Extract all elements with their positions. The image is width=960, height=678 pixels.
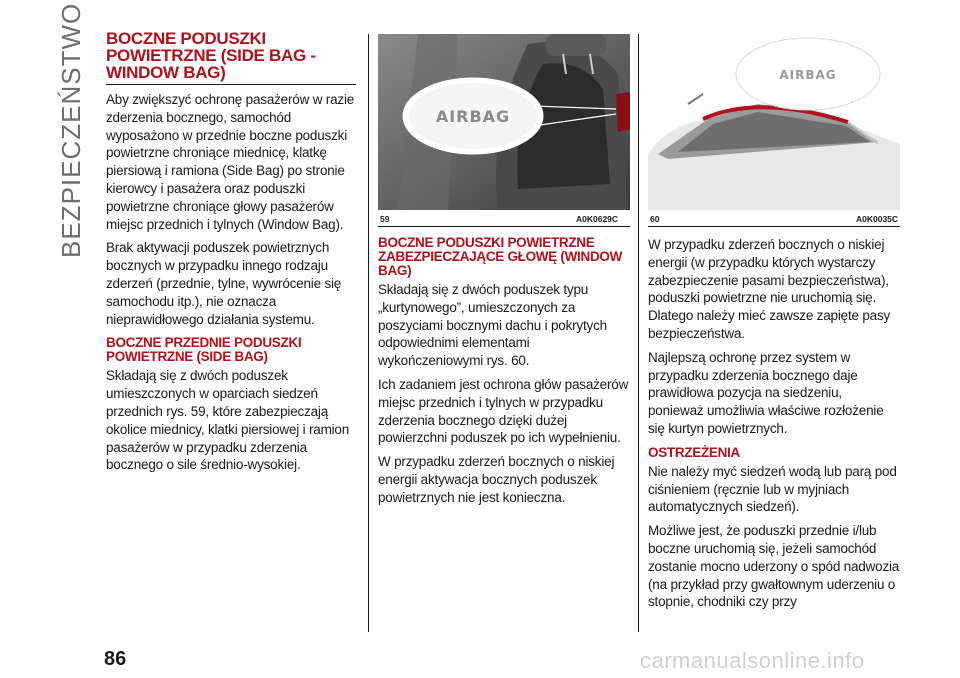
paragraph: W przypadku zderzeń bocznych o niskiej energii (w przypadku których wystarczy zabezpieczenie pasami bezpieczeństwa), poduszki powietrzne nie uruchomią się. Dlatego należy mieć zawsze zapięte pasy bezpieczeństwa. <box>648 237 891 341</box>
section-title: BEZPIECZEŃSTWO <box>56 2 86 258</box>
paragraph: Nie należy myć siedzeń wodą lub parą pod ciśnieniem (ręcznie lub w myjniach automatycznych siedzeń). <box>648 463 897 515</box>
subheading-window-bag: BOCZNE PODUSZKI POWIETRZNE ZABEZPIECZAJĄCE GŁOWĘ (WINDOW BAG) <box>378 235 623 278</box>
seat-illustration <box>378 34 630 210</box>
airbag-label: AIRBAG <box>779 68 837 82</box>
paragraph: Składają się z dwóch poduszek typu „kurtynowego”, umieszczonych za poszyciami bocznymi dachu i pokrytych odpowiednimi elementami wykończeniowymi rys. 60. <box>378 282 607 369</box>
figure-60-curtain-airbag <box>648 34 900 210</box>
airbag-label: AIRBAG <box>435 107 511 126</box>
paragraph: Ich zadaniem jest ochrona głów pasażerów miejsc przednich i tylnych w przypadku zderzenia bocznego dzięki dużej powierzchni poduszek po ich wypełnieniu. <box>378 376 629 446</box>
watermark: carmanualsonline.info <box>640 648 865 673</box>
paragraph: Możliwe jest, że poduszki przednie i/lub boczne uruchomią się, jeżeli samochód zostanie mocno uderzony o spód nadwozia (na przykład przy gwałtownym uderzeniu o stopnie, chodniki czy przy <box>648 523 900 610</box>
figure-59-code: A0K0629C <box>576 214 619 224</box>
column-1 <box>106 30 356 480</box>
warning-heading: OSTRZEŻENIA <box>648 444 740 460</box>
paragraph: Brak aktywacji poduszek powietrznych bocznych w przypadku innego rodzaju zderzeń (przednie, tylne, wywrócenie się samochodu itp.), nie oznacza nieprawidłowego działania systemu. <box>106 240 342 327</box>
column-3 <box>648 236 900 617</box>
main-heading: BOCZNE PODUSZKI POWIETRZNE (SIDE BAG - WINDOW BAG) <box>106 30 356 85</box>
paragraph: Aby zwiększyć ochronę pasażerów w razie zderzenia bocznego, samochód wyposażono w przednie boczne poduszki powietrzne chroniące miednicę, klatkę piersiową i ramiona (Side Bag) po stronie kierowcy i pasażera oraz poduszki powietrzne chroniące głowy pasażerów miejsc przednich i tylnych (Window Bag). <box>106 92 355 232</box>
column-2 <box>378 236 630 513</box>
car-illustration <box>648 34 900 210</box>
figure-59-number: 59 <box>380 214 390 224</box>
subheading-side-bag: BOCZNE PRZEDNIE PODUSZKI POWIETRZNE (SIDE BAG) <box>106 335 302 365</box>
paragraph: Najlepszą ochronę przez system w przypadku zderzenia bocznego daje prawidłowa pozycja na siedzeniu, ponieważ umożliwia właściwe rozłożenie się kurtyn powietrznych. <box>648 349 884 436</box>
figure-60-number: 60 <box>650 214 660 224</box>
paragraph: Składają się z dwóch poduszek umieszczonych w oparciach siedzeń przednich rys. 59, które zabezpieczają okolice miednicy, klatki piersiowej i ramion pasażerów w przypadku zderzenia bocznego o sile średnio-wysokiej. <box>106 368 350 473</box>
page-number: 86 <box>104 648 127 670</box>
paragraph: W przypadku zderzeń bocznych o niskiej energii aktywacja bocznych poduszek powietrznych nie jest konieczna. <box>378 454 615 505</box>
column-divider <box>638 34 639 632</box>
figure-60-code: A0K0035C <box>856 214 899 224</box>
figure-59-seat-airbag <box>378 34 630 210</box>
figure-59-rule <box>378 226 630 227</box>
figure-60-rule <box>648 226 900 227</box>
column-divider <box>368 34 369 632</box>
